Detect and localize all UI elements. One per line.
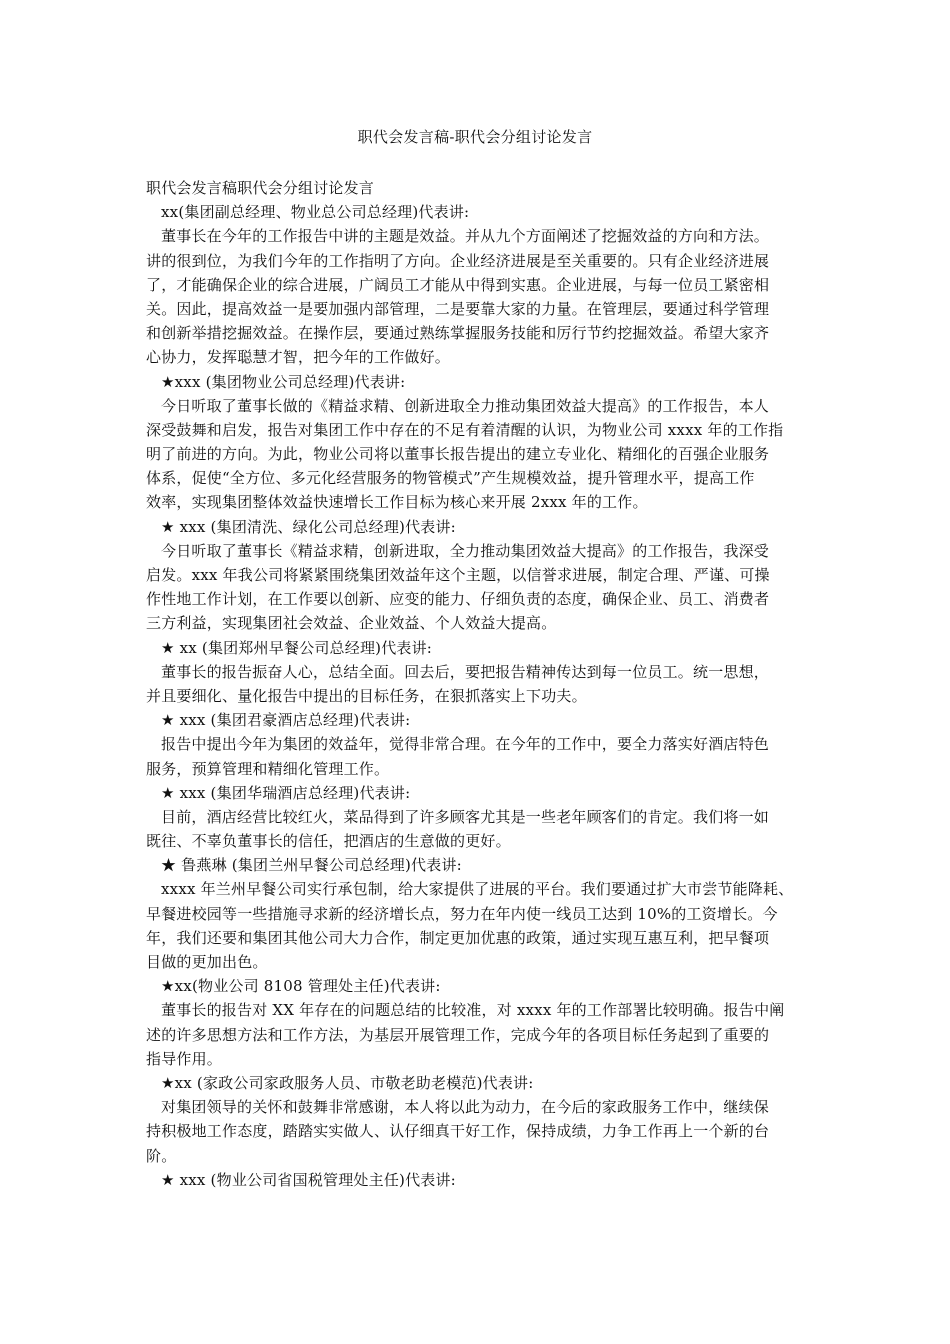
text-line: 对集团领导的关怀和鼓舞非常感谢，本人将以此为动力，在今后的家政服务工作中，继续保: [161, 1098, 770, 1117]
text-line: 了，才能确保企业的综合进展，广阔员工才能从中得到实惠。企业进展，与每一位员工紧密相: [146, 275, 770, 294]
document-body: [146, 176, 806, 1192]
text-line: 职代会发言稿职代会分组讨论发言: [146, 179, 375, 197]
text-line: 心协力，发挥聪慧才智，把今年的工作做好。: [146, 348, 451, 367]
text-line: 指导作用。: [146, 1049, 223, 1068]
text-line: 体系，促使“全方位、多元化经营服务的物管模式”产生规模效益，提升管理水平，提高工作: [146, 469, 755, 488]
text-line: xxxx 年兰州早餐公司实行承包制，给大家提供了进展的平台。我们要通过扩大市尝节能降耗、: [161, 880, 794, 899]
text-line: 年，我们还要和集团其他公司大力合作，制定更加优惠的政策，通过实现互惠互利，把早餐项: [146, 928, 770, 947]
text-line: ★ xx (集团郑州早餐公司总经理)代表讲:: [161, 638, 433, 657]
text-line: 目前，酒店经营比较红火，菜品得到了许多顾客尤其是一些老年顾客们的肯定。我们将一如: [161, 807, 770, 826]
text-line: ★ 鲁燕琳 (集团兰州早餐公司总经理)代表讲:: [161, 856, 462, 875]
text-line: ★xx (家政公司家政服务人员、市敬老助老模范)代表讲:: [161, 1073, 534, 1092]
document-title: 职代会发言稿-职代会分组讨论发言: [357, 128, 593, 146]
text-line: 既往、不辜负董事长的信任，把酒店的生意做的更好。: [146, 832, 511, 851]
text-line: 效率，实现集团整体效益快速增长工作目标为核心来开展 2xxx 年的工作。: [146, 493, 648, 512]
text-line: ★ xxx (集团君豪酒店总经理)代表讲:: [161, 711, 411, 730]
text-line: ★ xxx (集团华瑞酒店总经理)代表讲:: [161, 783, 411, 802]
text-line: 董事长的报告振奋人心，总结全面。回去后，要把报告精神传达到每一位员工。统一思想，: [161, 662, 770, 681]
text-line: ★ xxx (集团清洗、绿化公司总经理)代表讲:: [161, 517, 456, 536]
text-line: 三方利益，实现集团社会效益、企业效益、个人效益大提高。: [146, 614, 557, 633]
text-line: 今日听取了董事长做的《精益求精、创新进取全力推动集团效益大提高》的工作报告，本人: [161, 396, 770, 415]
text-line: 和创新举措挖掘效益。在操作层，要通过熟练掌握服务技能和厉行节约挖掘效益。希望大家齐: [146, 324, 770, 343]
text-line: 并且要细化、量化报告中提出的目标任务，在狠抓落实上下功夫。: [146, 686, 587, 705]
text-line: 董事长在今年的工作报告中讲的主题是效益。并从九个方面阐述了挖掘效益的方向和方法。: [161, 227, 770, 246]
text-line: 目做的更加出色。: [146, 953, 268, 971]
text-line: ★ xxx (物业公司省国税管理处主任)代表讲:: [161, 1170, 456, 1189]
text-line: ★xx(物业公司 8108 管理处主任)代表讲:: [161, 977, 441, 996]
text-line: ★xxx (集团物业公司总经理)代表讲:: [161, 372, 406, 391]
text-line: 讲的很到位，为我们今年的工作指明了方向。企业经济进展是至关重要的。只有企业经济进展: [146, 251, 770, 270]
text-line: 关。因此，提高效益一是要加强内部管理，二是要靠大家的力量。在管理层，要通过科学管理: [146, 299, 770, 318]
text-line: 深受鼓舞和启发，报告对集团工作中存在的不足有着清醒的认识，为物业公司 xxxx 年的工作指: [146, 420, 784, 439]
text-line: 持积极地工作态度，踏踏实实做人、认仔细真干好工作，保持成绩，力争工作再上一个新的台: [146, 1122, 770, 1141]
text-line: 启发。xxx 年我公司将紧紧围绕集团效益年这个主题，以信誉求进展，制定合理、严谨、可操: [146, 566, 770, 584]
text-line: 明了前进的方向。为此，物业公司将以董事长报告提出的建立专业化、精细化的百强企业服务: [146, 445, 770, 464]
text-line: 今日听取了董事长《精益求精，创新进取，全力推动集团效益大提高》的工作报告，我深受: [161, 541, 770, 560]
text-line: 报告中提出今年为集团的效益年，觉得非常合理。在今年的工作中，要全力落实好酒店特色: [161, 735, 770, 754]
text-line: 董事长的报告对 XX 年存在的问题总结的比较准，对 xxxx 年的工作部署比较明确。报告中阐: [161, 1001, 785, 1020]
text-line: xx(集团副总经理、物业总公司总经理)代表讲:: [161, 203, 470, 222]
text-line: 作性地工作计划，在工作要以创新、应变的能力、仔细负责的态度，确保企业、员工、消费者: [146, 590, 770, 609]
text-line: 阶。: [146, 1146, 177, 1165]
text-line: 早餐进校园等一些措施寻求新的经济增长点，努力在年内使一线员工达到 10%的工资增长。今: [146, 904, 778, 923]
text-line: 述的许多思想方法和工作方法，为基层开展管理工作，完成今年的各项目标任务起到了重要的: [146, 1025, 770, 1044]
text-line: 服务，预算管理和精细化管理工作。: [146, 759, 390, 778]
